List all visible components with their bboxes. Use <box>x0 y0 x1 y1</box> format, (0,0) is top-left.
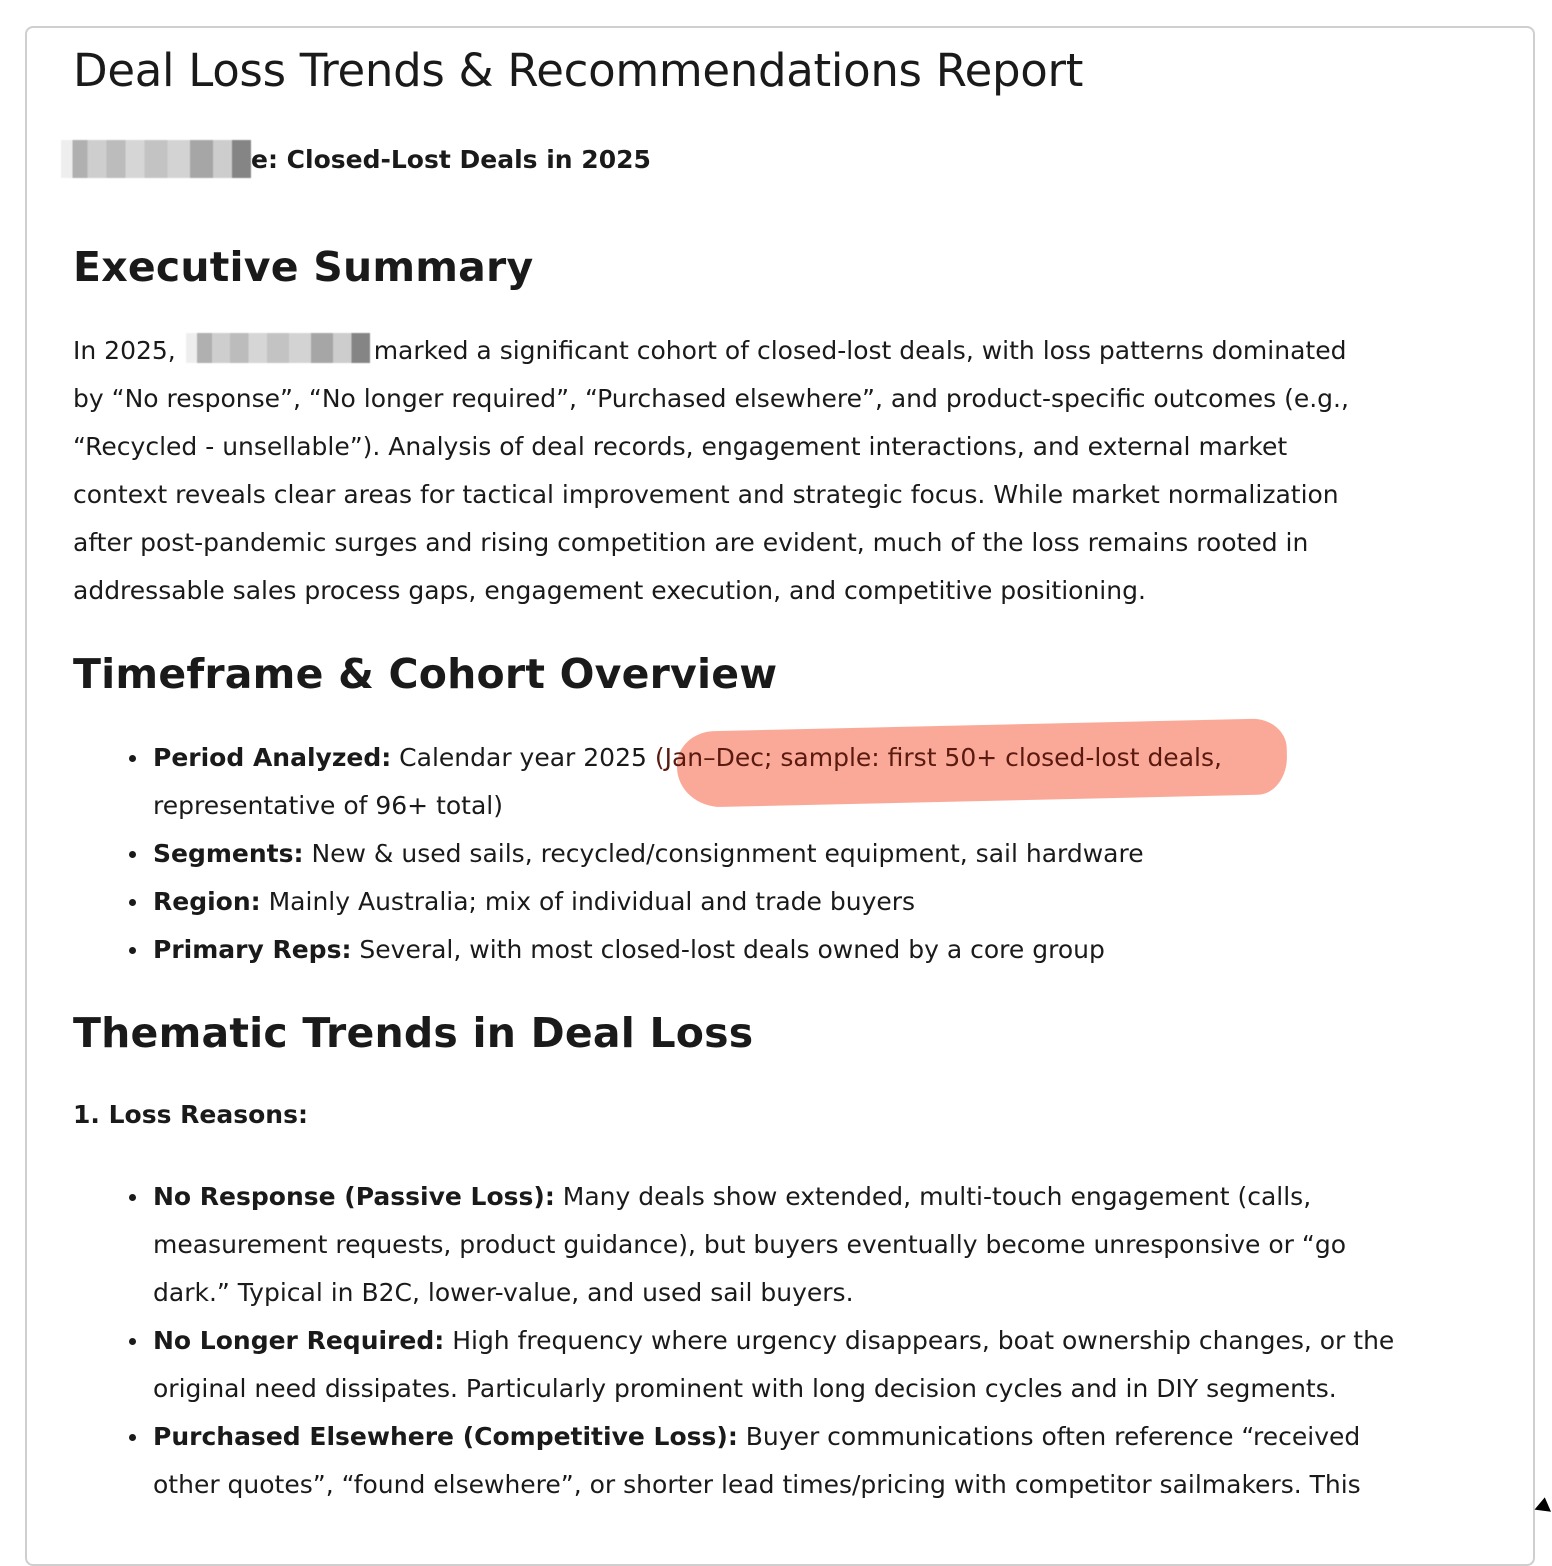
list-item-region: Region: Mainly Australia; mix of individual and trade buyers <box>153 878 1453 926</box>
heading-timeframe: Timeframe & Cohort Overview <box>73 650 778 698</box>
item-label: Primary Reps: <box>153 935 352 964</box>
list-item-period: Period Analyzed: Calendar year 2025 (Jan–Dec; sample: first 50+ closed-lost deals, representative of 96+ total) <box>153 734 1453 830</box>
redacted-label <box>61 140 251 178</box>
report-title: Deal Loss Trends & Recommendations Report <box>73 44 1084 97</box>
item-label: Segments: <box>153 839 304 868</box>
list-item-purchased-elsewhere: Purchased Elsewhere (Competitive Loss): Buyer communications often reference “received other quotes”, “found elsewhere”, or shorter lead times/pricing with competitor sailmakers. This <box>153 1413 1453 1509</box>
list-item-no-longer-required: No Longer Required: High frequency where urgency disappears, boat ownership changes, or the original need dissipates. Particularly prominent with long decision cycles and in DIY segments. <box>153 1317 1453 1413</box>
scope-label-tail: e: <box>251 144 278 174</box>
heading-executive-summary: Executive Summary <box>73 243 534 291</box>
list-item-primary-reps: Primary Reps: Several, with most closed-lost deals owned by a core group <box>153 926 1453 974</box>
report-scope <box>73 140 651 178</box>
summary-line: “Recycled - unsellable”). Analysis of deal records, engagement interactions, and external market <box>73 432 1288 461</box>
list-item-segments: Segments: New & used sails, recycled/consignment equipment, sail hardware <box>153 830 1453 878</box>
heading-thematic-trends: Thematic Trends in Deal Loss <box>73 1009 754 1057</box>
redacted-company <box>186 333 370 363</box>
summary-line: In 2025, marked a significant cohort of closed-lost deals, with loss patterns dominated <box>73 327 1433 375</box>
highlighted-text: (Jan–Dec; sample: first 50+ closed-lost deals, <box>646 743 1222 772</box>
item-label: No Response (Passive Loss): <box>153 1182 555 1211</box>
summary-line: context reveals clear areas for tactical improvement and strategic focus. While market normalization <box>73 480 1339 509</box>
item-label: Period Analyzed: <box>153 743 392 772</box>
list-item-no-response: No Response (Passive Loss): Many deals show extended, multi-touch engagement (calls, measurement requests, product guidance), but buyers eventually become unresponsive or “go dark.” Typical in B2C, lower-value, and used sail buyers. <box>153 1173 1453 1317</box>
summary-line: by “No response”, “No longer required”, “Purchased elsewhere”, and product-specific outcomes (e.g., <box>73 384 1349 413</box>
item-label: Purchased Elsewhere (Competitive Loss): <box>153 1422 738 1451</box>
timeframe-list <box>153 734 1453 974</box>
scope-value: Closed-Lost Deals in 2025 <box>277 144 651 174</box>
item-label: Region: <box>153 887 261 916</box>
mouse-cursor-icon <box>1534 1497 1552 1518</box>
subheading-loss-reasons: 1. Loss Reasons: <box>73 1100 308 1129</box>
loss-reasons-list <box>153 1173 1453 1509</box>
summary-line: addressable sales process gaps, engagement execution, and competitive positioning. <box>73 576 1146 605</box>
summary-line: after post-pandemic surges and rising competition are evident, much of the loss remains rooted in <box>73 528 1309 557</box>
executive-summary-paragraph <box>73 327 1433 615</box>
item-label: No Longer Required: <box>153 1326 445 1355</box>
